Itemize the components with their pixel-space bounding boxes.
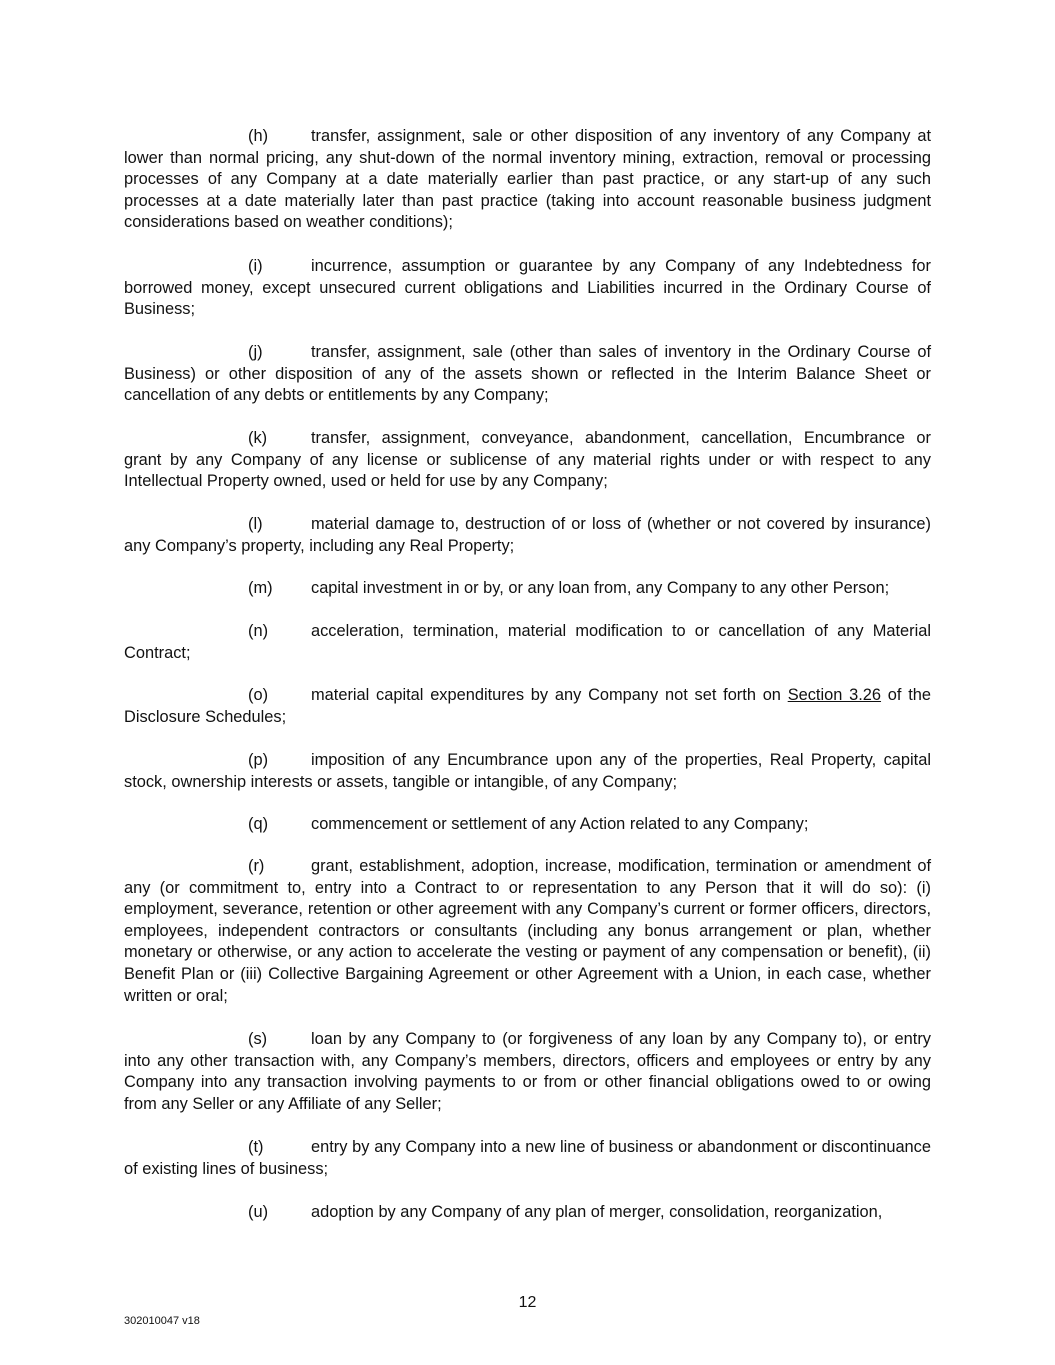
clause-l (124, 514, 931, 557)
clause-label: (o) (248, 686, 269, 704)
clause-text: transfer, assignment, conveyance, abandonment, cancellation, Encumbrance or grant by any Company of any license or sublicense of any material rights under or with respect to any Intellectual Property owned, used or held for use by any Company; (124, 429, 931, 491)
clause-label: (n) (248, 622, 269, 640)
clause-label: (s) (248, 1030, 268, 1048)
clause-text: imposition of any Encumbrance upon any of the properties, Real Property, capital stock, ownership interests or assets, tangible or intangible, of any Company; (124, 751, 931, 791)
clause-label: (m) (248, 579, 273, 597)
clause-label: (k) (248, 429, 268, 447)
clause-label: (u) (248, 1203, 269, 1221)
clause-text: grant, establishment, adoption, increase, modification, termination or amendment of any (or commitment to, entry into a Contract to or representation to any Person that it will do so): (i) employment, severance, retention or other agreement with any Company’s current or former officers, directors, employees, independent contractors or consultants (including any bonus arrangement or plan, whether monetary or otherwise, or any action to accelerate the vesting or payment of any compensation or benefit), (ii) Benefit Plan or (iii) Collective Bargaining Agreement or other Agreement with a Union, in each case, whether written or oral; (124, 857, 931, 1005)
clause-h (124, 126, 931, 234)
clause-p (124, 750, 931, 793)
clause-k (124, 428, 931, 493)
clause-text: acceleration, termination, material modification to or cancellation of any Material Contract; (124, 622, 931, 662)
page-number: 12 (518, 1294, 537, 1311)
clause-label: (r) (248, 857, 265, 875)
clause-text: transfer, assignment, sale (other than sales of inventory in the Ordinary Course of Business) or other disposition of any of the assets shown or reflected in the Interim Balance Sheet or cancellation of any debts or entitlements by any Company; (124, 343, 931, 405)
section-reference-link: Section 3.26 (787, 686, 882, 704)
clause-label: (t) (248, 1138, 264, 1156)
clause-t (124, 1137, 931, 1180)
clause-text: commencement or settlement of any Action related to any Company; (311, 815, 809, 833)
clause-s (124, 1029, 931, 1115)
clause-text: incurrence, assumption or guarantee by any Company of any Indebtedness for borrowed money, except unsecured current obligations and Liabilities incurred in the Ordinary Course of Business; (124, 257, 931, 319)
clause-label: (q) (248, 815, 269, 833)
clause-m (124, 578, 889, 600)
clause-text: adoption by any Company of any plan of merger, consolidation, reorganization, (311, 1203, 883, 1221)
clause-j (124, 342, 931, 407)
clause-label: (j) (248, 343, 263, 361)
clause-text: capital investment in or by, or any loan from, any Company to any other Person; (311, 579, 890, 597)
clause-q (124, 814, 808, 836)
clause-u (124, 1202, 882, 1224)
clause-n (124, 621, 931, 664)
clause-i (124, 256, 931, 321)
document-id: 302010047 v18 (124, 1315, 200, 1327)
clause-text: transfer, assignment, sale or other disposition of any inventory of any Company at lower than normal pricing, any shut-down of the normal inventory mining, extraction, removal or processing processes of any Company at a date materially earlier than past practice, or any start-up of any such processes at a date materially later than past practice (taking into account reasonable business judgment considerations based on weather conditions); (124, 127, 931, 232)
clause-label: (h) (248, 127, 269, 145)
clause-text: material capital expenditures by any Company not set forth on (311, 686, 788, 704)
clause-label: (i) (248, 257, 263, 275)
clause-r (124, 856, 931, 1007)
clause-text: entry by any Company into a new line of business or abandonment or discontinuance of existing lines of business; (124, 1138, 931, 1178)
clause-label: (l) (248, 515, 263, 533)
clause-text-after: of the Disclosure Schedules; (124, 686, 932, 726)
clause-label: (p) (248, 751, 269, 769)
clause-text: material damage to, destruction of or loss of (whether or not covered by insurance) any Company’s property, including any Real Property; (124, 515, 931, 555)
clause-o (124, 685, 931, 728)
clause-text: loan by any Company to (or forgiveness of any loan by any Company to), or entry into any other transaction with, any Company’s members, directors, officers and employees or entry by any Company into any transaction involving payments to or from or other financial obligations owed to or owing from any Seller or any Affiliate of any Seller; (124, 1030, 931, 1113)
